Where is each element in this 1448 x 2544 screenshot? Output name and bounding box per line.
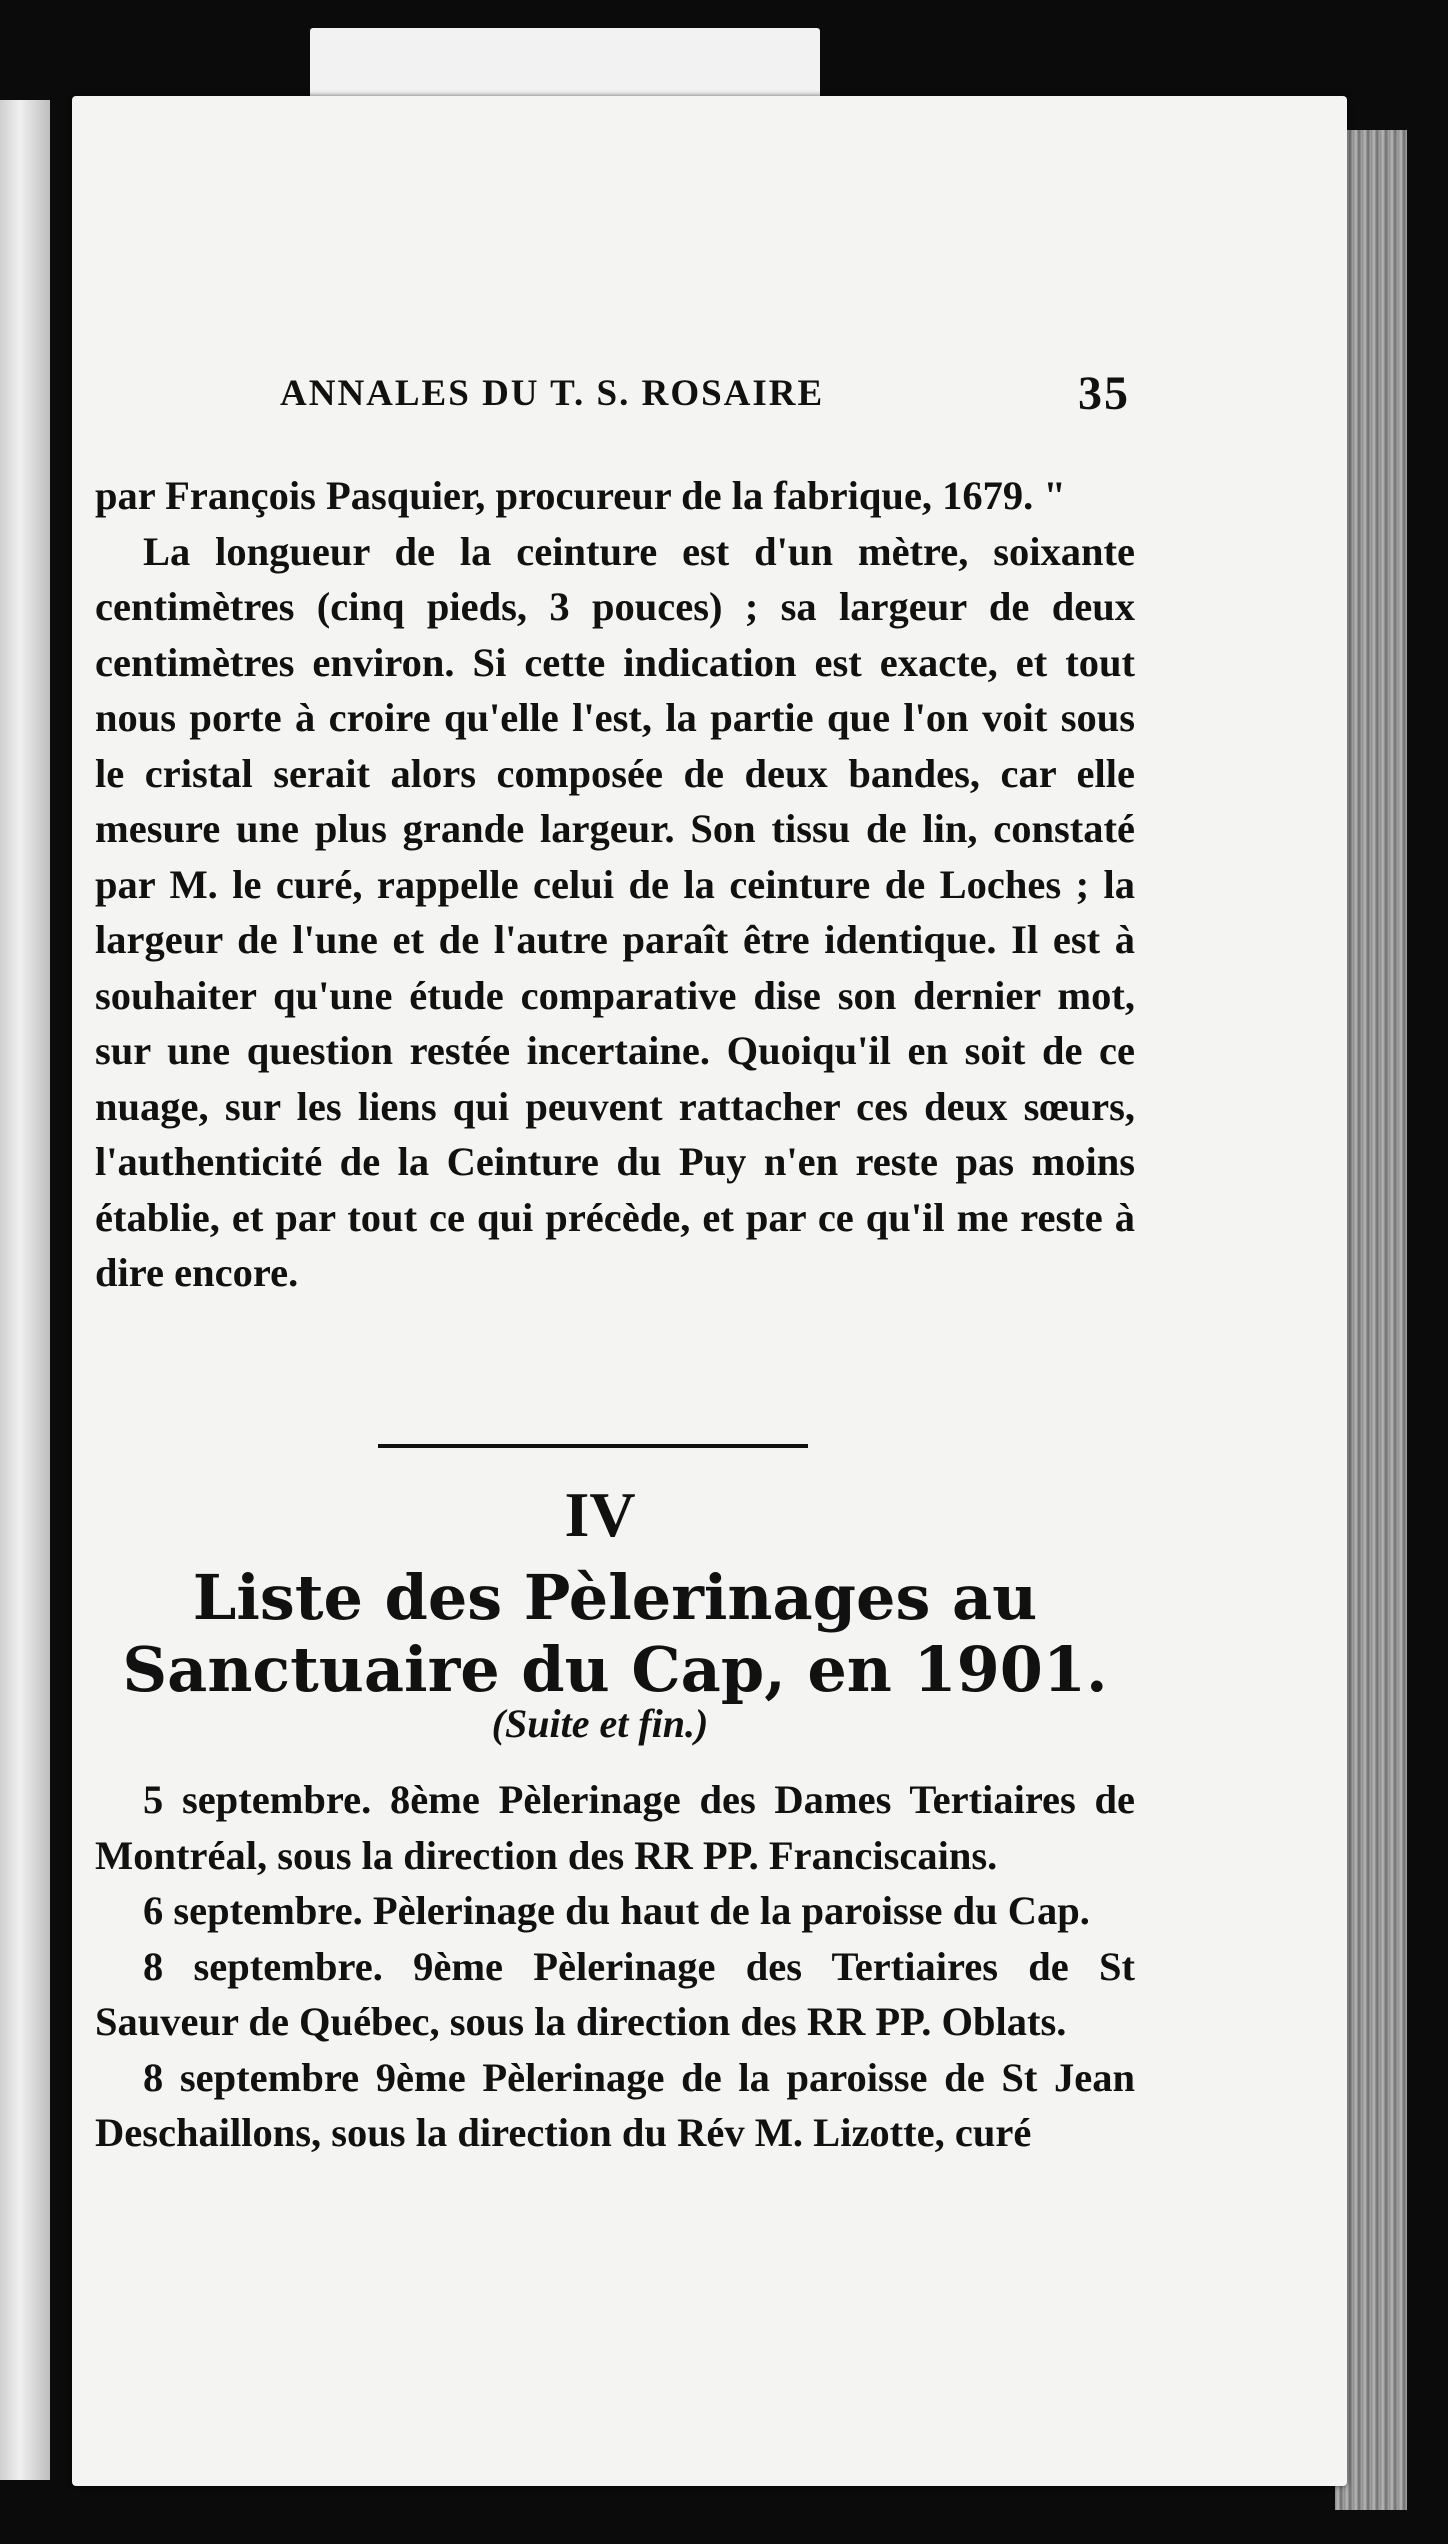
running-header — [280, 367, 1130, 422]
paper-tab — [310, 28, 820, 106]
paragraph: par François Pasquier, procureur de la fabrique, 1679. " — [95, 473, 1066, 518]
list-item: 8 septembre 9ème Pèlerinage de la paroisse de St Jean Deschaillons, sous la direction du Rév M. Lizotte, curé — [95, 2054, 1135, 2155]
section-divider — [378, 1444, 808, 1448]
list-item: 8 septembre. 9ème Pèlerinage des Tertiaires de St Sauveur de Québec, sous la direction des RR PP. Oblats. — [95, 1943, 1135, 2044]
list-item: 6 septembre. Pèlerinage du haut de la paroisse du Cap. — [143, 1888, 1090, 1933]
body-text — [95, 468, 1135, 1301]
paragraph: La longueur de la ceinture est d'un mètre, soixante centimètres (cinq pieds, 3 pouces) ; sa largeur de deux centimètres environ. Si cette indication est exacte, et tout nous porte à croire qu'elle l'est, la partie que l'on voit sous le cristal serait alors composée de deux bandes, car elle mesure une plus grande largeur. Son tissu de lin, constaté par M. le curé, rappelle celui de la ceinture de Loches ; la largeur de l'une et de l'autre paraît être identique. Il est à souhaiter qu'une étude comparative dise son dernier mot, sur une question restée incertaine. Quoiqu'il en soit de ce nuage, sur les liens qui peuvent rattacher ces deux sœurs, l'authenticité de la Ceinture du Puy n'en reste pas moins établie, et par tout ce qui précède, et par ce qu'il me reste à dire encore. — [95, 528, 1135, 1295]
page-number: 35 — [1078, 367, 1130, 420]
section-number: IV — [564, 1479, 636, 1550]
list-item: 5 septembre. 8ème Pèlerinage des Dames Tertiaires de Montréal, sous la direction des RR PP. Franciscains. — [95, 1777, 1135, 1878]
running-title: ANNALES DU T. S. ROSAIRE — [280, 373, 825, 414]
section-title: Liste des Pèlerinages au Sanctuaire du Cap, en 1901. — [122, 1561, 1108, 1706]
pilgrimage-list — [95, 1772, 1135, 2161]
adjacent-page-edge — [0, 100, 50, 2480]
section-subtitle: (Suite et fin.) — [491, 1701, 709, 1746]
